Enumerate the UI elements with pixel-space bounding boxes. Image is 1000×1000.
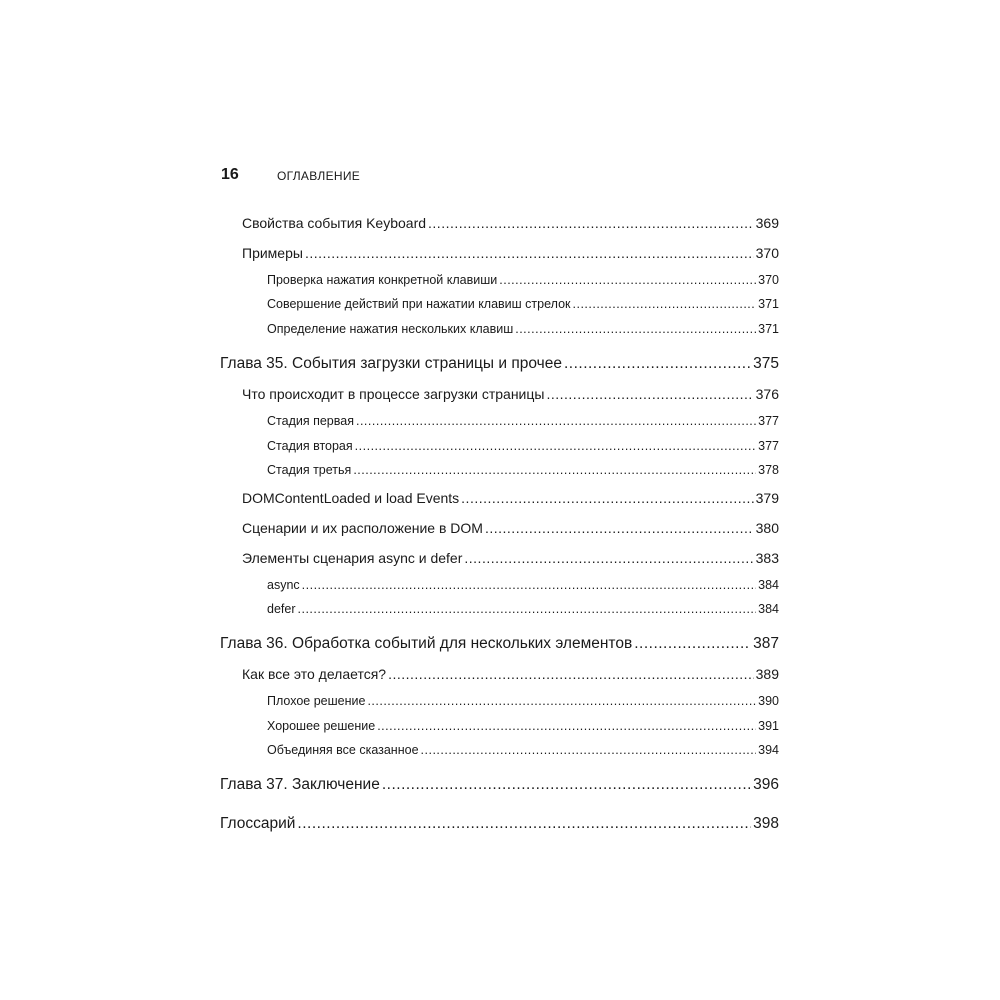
toc-entry-title: Проверка нажатия конкретной клавиши — [267, 273, 498, 287]
toc-entry[interactable] — [267, 719, 779, 733]
dot-leader — [382, 776, 751, 794]
toc-entry[interactable] — [220, 635, 779, 653]
dot-leader — [634, 635, 751, 653]
toc-entry-title: Стадия третья — [267, 463, 352, 477]
toc-entry-title: Глава 35. События загрузки страницы и прочее — [220, 355, 562, 372]
toc-entry-page: 375 — [753, 355, 779, 372]
toc-entry-title: Объединяя все сказанное — [267, 743, 419, 757]
toc-entry-title: Определение нажатия нескольких клавиш — [267, 322, 514, 336]
toc-entry-title: Свойства события Keyboard — [242, 215, 427, 231]
toc-entry-page: 384 — [758, 602, 779, 616]
running-head: ОГЛАВЛЕНИЕ — [277, 169, 361, 183]
toc-entry-page: 370 — [755, 245, 779, 261]
toc-entry[interactable] — [267, 578, 779, 592]
toc-entry-title: Глава 37. Заключение — [220, 776, 380, 793]
toc-entry[interactable] — [242, 245, 779, 261]
toc-entry-title: DOMContentLoaded и load Events — [242, 490, 460, 506]
toc-entry-title: Совершение действий при нажатии клавиш стрелок — [267, 297, 571, 311]
toc-entry[interactable] — [242, 490, 779, 506]
toc-entry-page: 370 — [758, 273, 779, 287]
toc-entry[interactable] — [242, 666, 779, 682]
toc-entry-page: 396 — [753, 776, 779, 793]
dot-leader — [302, 578, 756, 592]
dot-leader — [546, 386, 753, 402]
toc-entry[interactable] — [242, 386, 779, 402]
dot-leader — [564, 355, 751, 373]
dot-leader — [499, 273, 756, 287]
toc-entry-page: 387 — [753, 635, 779, 652]
dot-leader — [353, 463, 756, 477]
toc-entry[interactable] — [267, 273, 779, 287]
toc-entry-title: Глава 36. Обработка событий для нескольких элементов — [220, 635, 633, 652]
toc-entry[interactable] — [267, 743, 779, 757]
toc-entry[interactable] — [267, 602, 779, 616]
toc-entry-page: 377 — [758, 414, 779, 428]
toc-entry[interactable] — [267, 463, 779, 477]
toc-entry-page: 384 — [758, 578, 779, 592]
dot-leader — [305, 245, 754, 261]
dot-leader — [297, 815, 751, 833]
toc-entry-page: 378 — [758, 463, 779, 477]
toc-entry[interactable] — [220, 776, 779, 794]
toc-entry-title: defer — [267, 602, 296, 616]
toc-entry-title: async — [267, 578, 300, 592]
toc-entry[interactable] — [242, 215, 779, 231]
toc-entry-page: 371 — [758, 322, 779, 336]
dot-leader — [464, 550, 753, 566]
toc-entry-page: 398 — [753, 815, 779, 832]
toc-entry-title: Глоссарий — [220, 815, 296, 832]
dot-leader — [367, 694, 756, 708]
toc-entry-title: Что происходит в процессе загрузки страницы — [242, 386, 545, 402]
toc-entry[interactable] — [267, 439, 779, 453]
toc-entry[interactable] — [220, 815, 779, 833]
toc-entry[interactable] — [242, 550, 779, 566]
toc-entry-page: 391 — [758, 719, 779, 733]
page-number: 16 — [221, 166, 239, 183]
toc-entry[interactable] — [267, 322, 779, 336]
toc-entry-title: Стадия первая — [267, 414, 354, 428]
toc-entry-title: Как все это делается? — [242, 666, 387, 682]
toc-entry[interactable] — [220, 355, 779, 373]
dot-leader — [428, 215, 754, 231]
toc-entry-title: Элементы сценария async и defer — [242, 550, 463, 566]
toc-entry-title: Плохое решение — [267, 694, 366, 708]
toc-entry-page: 379 — [755, 490, 779, 506]
toc-entry-page: 377 — [758, 439, 779, 453]
toc-entry-title: Хорошее решение — [267, 719, 376, 733]
dot-leader — [298, 602, 757, 616]
dot-leader — [377, 719, 756, 733]
toc-entry-page: 383 — [755, 550, 779, 566]
dot-leader — [515, 322, 756, 336]
toc-entry-title: Стадия вторая — [267, 439, 353, 453]
toc-entry-page: 376 — [755, 386, 779, 402]
dot-leader — [388, 666, 754, 682]
dot-leader — [485, 520, 754, 536]
toc-entry-page: 380 — [755, 520, 779, 536]
toc-entry-title: Сценарии и их расположение в DOM — [242, 520, 483, 536]
toc-entry-title: Примеры — [242, 245, 303, 261]
dot-leader — [355, 439, 756, 453]
toc-entry-page: 390 — [758, 694, 779, 708]
dot-leader — [356, 414, 756, 428]
toc-entry[interactable] — [267, 414, 779, 428]
dot-leader — [461, 490, 753, 506]
toc-entry[interactable] — [242, 520, 779, 536]
toc-entry-page: 369 — [755, 215, 779, 231]
toc-entry-page: 394 — [758, 743, 779, 757]
toc-entry-page: 371 — [758, 297, 779, 311]
dot-leader — [421, 743, 757, 757]
dot-leader — [573, 297, 757, 311]
toc-entry[interactable] — [267, 694, 779, 708]
toc-entry-page: 389 — [755, 666, 779, 682]
toc-entry[interactable] — [267, 297, 779, 311]
